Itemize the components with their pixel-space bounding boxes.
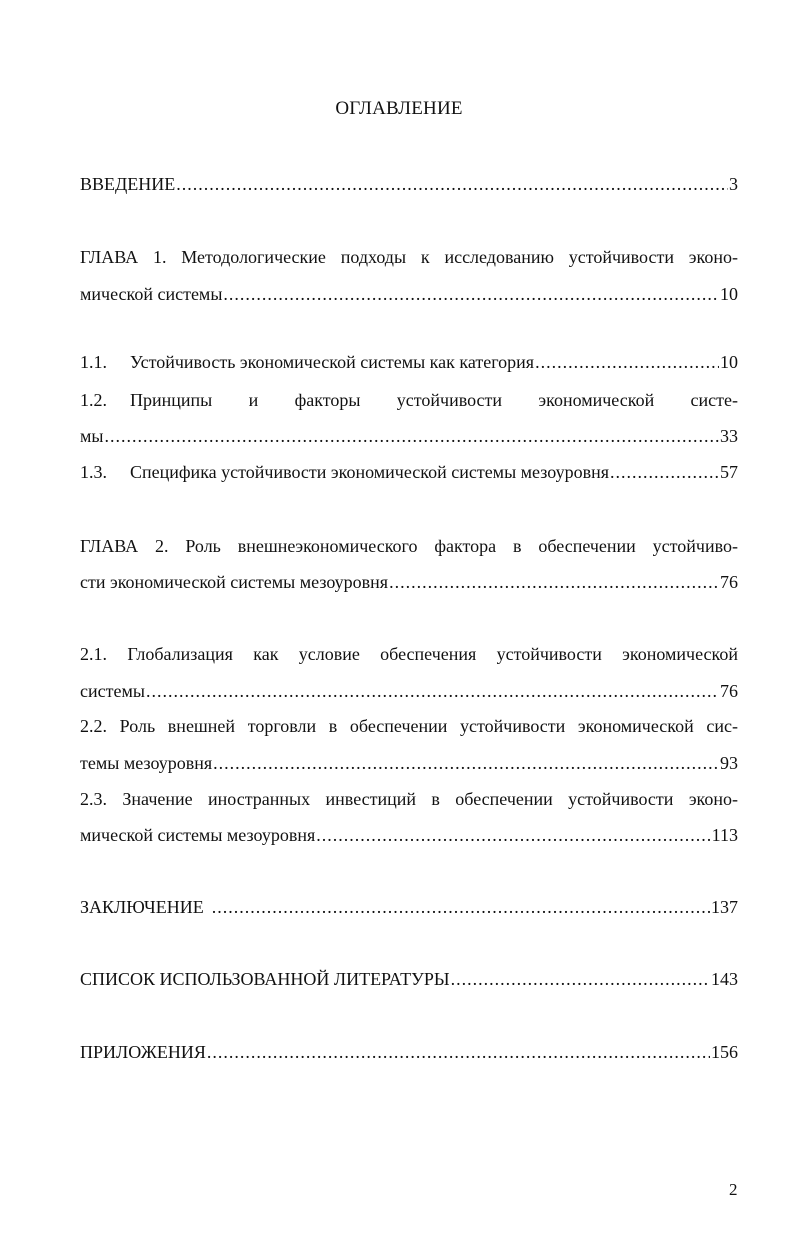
toc-entry-label: темы мезоуровня [80, 753, 213, 773]
toc-entry-section-1-2-line2 [80, 424, 738, 448]
toc-entry-section-1-3 [80, 460, 738, 484]
toc-entry-label: мической системы мезоуровня [80, 825, 316, 845]
toc-entry-label: ПРИЛОЖЕНИЯ [80, 1042, 206, 1062]
toc-leader-dots [389, 570, 719, 594]
toc-entry-section-2-1-line1: 2.1. Глобализация как условие обеспечения устойчивости экономической [80, 644, 738, 664]
toc-leader-dots [207, 1040, 710, 1064]
toc-entry-page: 113 [711, 825, 738, 845]
toc-entry-intro [80, 172, 738, 196]
toc-entry-section-1-1 [80, 350, 738, 374]
toc-entry-page: 137 [711, 897, 738, 917]
toc-entry-label: ВВЕДЕНИЕ [80, 174, 176, 194]
toc-section-number: 1.3. [80, 462, 107, 482]
toc-leader-dots [213, 751, 719, 775]
toc-leader-dots [223, 282, 719, 306]
toc-entry-chapter2-line1: ГЛАВА 2. Роль внешнеэкономического фактора в обеспечении устойчиво- [80, 536, 738, 556]
toc-leader-dots [146, 679, 719, 703]
toc-entry-page: 143 [711, 969, 738, 989]
toc-entry-label: ЗАКЛЮЧЕНИЕ [80, 897, 204, 917]
toc-entry-references [80, 967, 738, 991]
toc-entry-chapter1-line2 [80, 282, 738, 306]
toc-leader-dots [176, 172, 728, 196]
toc-entry-label: Устойчивость экономической системы как категория [130, 352, 535, 372]
toc-entry-appendix [80, 1040, 738, 1064]
toc-leader-dots [451, 967, 710, 991]
toc-entry-section-2-2-line2 [80, 751, 738, 775]
toc-entry-label: Принципы и факторы устойчивости экономической систе- [130, 390, 738, 410]
toc-section-number: 1.1. [80, 352, 107, 372]
toc-entry-label: системы [80, 681, 145, 701]
toc-entry-label: мы [80, 426, 104, 446]
page-number: 2 [729, 1180, 738, 1199]
toc-entry-label: сти экономической системы мезоуровня [80, 572, 389, 592]
toc-entry-label: СПИСОК ИСПОЛЬЗОВАННОЙ ЛИТЕРАТУРЫ [80, 969, 450, 989]
toc-entry-page: 76 [720, 681, 738, 701]
toc-entry-section-2-1-line2 [80, 679, 738, 703]
toc-leader-dots [610, 460, 719, 484]
toc-entry-page: 10 [720, 284, 738, 304]
toc-entry-chapter1-line1: ГЛАВА 1. Методологические подходы к исследованию устойчивости эконо- [80, 247, 738, 267]
toc-entry-label: мической системы [80, 284, 223, 304]
toc-entry-conclusion [80, 895, 738, 919]
toc-entry-section-2-3-line1: 2.3. Значение иностранных инвестиций в обеспечении устойчивости эконо- [80, 789, 738, 809]
toc-entry-section-2-3-line2 [80, 823, 738, 847]
toc-entry-section-2-2-line1: 2.2. Роль внешней торговли в обеспечении устойчивости экономической сис- [80, 716, 738, 736]
toc-entry-page: 10 [720, 352, 738, 372]
toc-entry-label: Специфика устойчивости экономической системы мезоуровня [130, 462, 609, 482]
toc-entry-page: 93 [720, 753, 738, 773]
toc-entry-page: 156 [711, 1042, 738, 1062]
toc-leader-dots [104, 424, 719, 448]
toc-entry-section-1-2-line1 [80, 388, 738, 412]
toc-leader-dots [316, 823, 710, 847]
toc-entry-chapter2-line2 [80, 570, 738, 594]
toc-entry-page: 76 [720, 572, 738, 592]
toc-leader-dots [535, 350, 719, 374]
toc-section-number: 1.2. [80, 390, 107, 410]
toc-entry-page: 33 [720, 426, 738, 446]
toc-entry-page: 3 [729, 174, 738, 194]
toc-leader-dots [212, 895, 710, 919]
toc-entry-page: 57 [720, 462, 738, 482]
page-title: ОГЛАВЛЕНИЕ [335, 98, 463, 119]
